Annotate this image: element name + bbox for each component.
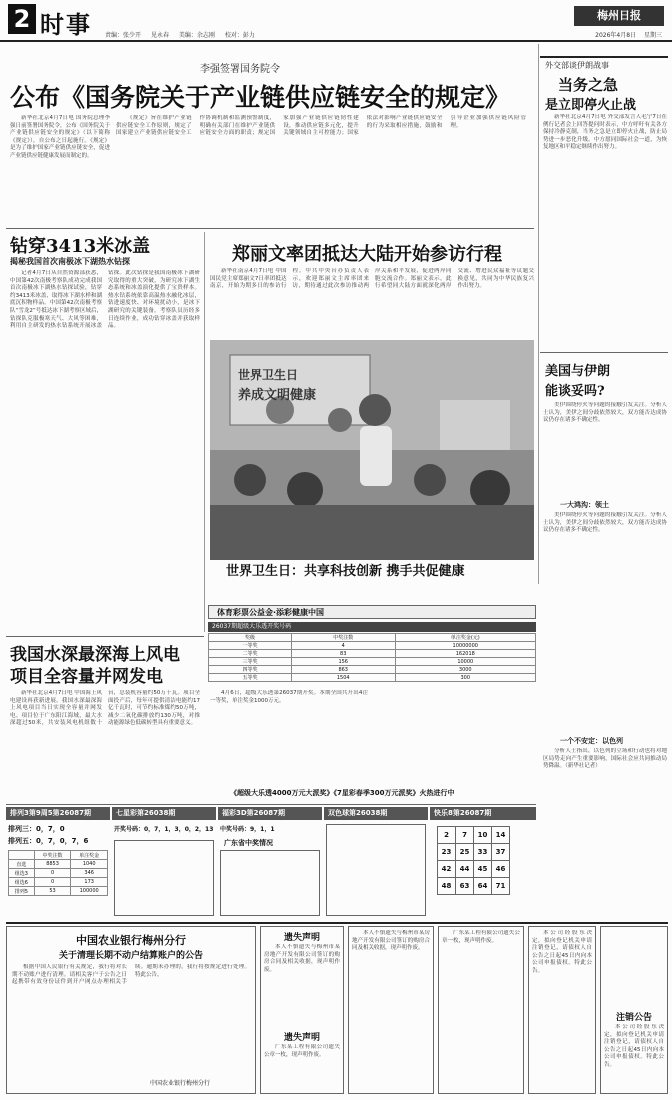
pl5-result: 排列五：0，7，0，7，6	[8, 837, 89, 845]
notice-column-2-paragraph: 广东某工程有限公司遗失公章一枚，现声明作废。	[442, 930, 520, 944]
kl8-number: 63	[456, 878, 474, 895]
drill-body-paragraph: 记者4月7日从自然资源部获悉，中国第42次南极考察队成功完成我国首次南极冰下湖热水钻探试验，钻穿约3413米冰盖，取得冰下湖水样和湖底沉积物样品。中国第42次南极考察队“雪龙2”号抵达冰下湖考察区域后，钻探队克服极寒天气、大风等困难，利用自主研发的热水钻系统开展冰盖钻探。此次钻探是我国南极冰下湖研究取得的重大突破，为研究冰下湖生态系统和冰盖演化提供了宝贵样本。热水钻系统依靠高温热水融化冰层，钻进速度快、对环境扰动小，是冰下湖研究的关键装备。考察队员历经多日连续作业，成功钻穿冰盖并获取样品。	[10, 270, 200, 330]
page-number: 2	[8, 4, 36, 34]
pl3-title-bar: 排列3第9周5第26087期	[6, 807, 110, 820]
fc3d-subtitle: 广东省中奖情况	[224, 839, 273, 847]
column-header: 奖级	[209, 634, 292, 642]
table-row	[209, 658, 536, 666]
notice-column-3-text	[532, 930, 592, 1090]
lost-notice-1-title: 遗失声明	[283, 933, 320, 943]
right-body-3-paragraph: 分析人士指出，以色列的立场和行动也将对地区局势走向产生重要影响，国际社会应共同推动局势降温。（新华社记者）	[543, 748, 667, 770]
table-cell: 10000	[395, 658, 535, 666]
lost-notice-1-paragraph: 本人不慎遗失与梅州市某房地产开发有限公司签订的购房合同及相关收据，现声明作废。	[264, 944, 340, 973]
right-subhead-2: 一个不安定：以色列	[560, 737, 623, 745]
table-row	[9, 869, 108, 878]
lead-body-text	[116, 115, 526, 225]
right-title-1: 当务之急	[558, 76, 619, 94]
lead-body-paragraph: 《规定》旨在维护产业链供应链安全工作原则，规定了国家建立产业链供应链安全工作协调机制和监测预警制度，明确有关部门在维护产业链供应链安全方面的职责；规定国家加强产业链供应链韧性建设，推动供应链多元化，提升关键领域自主可控能力；国家依法对影响产业链供应链安全的行为采取相应措施，鼓励和引导企业加强供应链风险管理。	[116, 115, 526, 137]
weekday-text: 星期三	[643, 32, 662, 39]
kl8-number: 42	[438, 861, 456, 878]
table-row	[209, 674, 536, 682]
right-kicker: 外交部谈伊朗战事	[545, 61, 609, 70]
table-cell: 组选3	[9, 869, 35, 878]
newspaper-logo: 梅州日报	[574, 6, 664, 26]
table-row	[9, 851, 108, 860]
column-divider	[538, 44, 539, 584]
table-cell: 156	[291, 658, 395, 666]
kl8-number: 10	[474, 827, 492, 844]
right-body-1	[543, 114, 667, 348]
table-cell: 10000000	[395, 642, 535, 650]
lost-notice-2-text	[264, 1044, 340, 1090]
table-cell: 四等奖	[209, 666, 292, 674]
kl8-number: 44	[456, 861, 474, 878]
table-cell: 100000	[71, 887, 108, 896]
kl8-number: 37	[492, 844, 510, 861]
editor-credit: 见永春	[150, 32, 169, 39]
kl8-number: 45	[474, 861, 492, 878]
photo-board-text-2: 养成文明健康	[238, 388, 317, 403]
ssq-table-box	[326, 824, 426, 916]
table-cell: 1504	[291, 674, 395, 682]
fc3d-title-bar: 福彩3D第26087期	[218, 807, 322, 820]
table-cell: 8853	[34, 860, 71, 869]
fc3d-result: 中奖号码：9，1，1	[220, 826, 275, 833]
section-divider	[6, 636, 204, 637]
right-body-1-paragraph: 新华社北京4月7日电 外交部发言人毛宁7日在例行记者会上回答提问时表示，中方呼吁有关各方保持冷静克制，当务之急是立即停火止战，防止局势进一步恶化升级。中方愿同国际社会一道，为恢复地区和平稳定继续作出努力。	[543, 114, 667, 151]
lead-intro-paragraph: 新华社北京4月7日电 国务院总理李强日前签署国务院令，公布《国务院关于产业链供应链安全的规定》（以下简称《规定》），自公布之日起施行。《规定》是为了维护国家产业链供应链安全，促进产业链供应链健康发展而制定的。	[10, 115, 110, 159]
lottery-band-title: 体育彩票公益金·添彩健康中国	[217, 608, 325, 617]
right-subhead-1: 一大鸿沟：领土	[560, 501, 609, 509]
table-row	[438, 844, 510, 861]
table-row	[209, 650, 536, 658]
lead-intro-text	[10, 115, 110, 225]
table-cell: 0	[34, 878, 71, 887]
drill-body-text	[10, 270, 200, 632]
visit-body-paragraph: 新华社南京4月7日电 中国国民党主席郑丽文7日率团抵达南京，开始为期多日的参访行程。中共中央台办负责人表示，欢迎郑丽文主席率团来访，期待通过此次参访推动两岸关系和平发展，促进两岸同胞交流合作。郑丽文表示，此行希望同大陆方面就深化两岸交流、增进民众福祉等议题交换意见，共同为中华民族复兴作出努力。	[210, 268, 534, 290]
right-body-2-cont	[543, 512, 667, 732]
visit-body-text	[210, 268, 534, 338]
table-header-row	[209, 634, 536, 642]
table-row	[209, 642, 536, 650]
table-row	[209, 666, 536, 674]
photo-caption-title: 世界卫生日：共享科技创新 携手共促健康	[226, 564, 465, 579]
kl8-number: 7	[456, 827, 474, 844]
deregistration-notice-paragraph: 本公司经股东决定，拟向登记机关申请注销登记，请债权人自公告之日起45日内向本公司申报债权。特此公告。	[604, 1024, 664, 1068]
right-title-4: 能谈妥吗?	[545, 384, 605, 399]
qxc-table-box	[114, 840, 214, 916]
table-cell: 中奖注数	[34, 851, 71, 860]
deregistration-notice-text	[604, 1024, 664, 1090]
right-title-2: 是立即停火止战	[545, 98, 637, 113]
lost-notice-1-text	[264, 944, 340, 1014]
table-cell: 300	[395, 674, 535, 682]
table-cell: 五等奖	[209, 674, 292, 682]
pl3-result: 排列三：0，7，0	[8, 825, 65, 833]
right-divider	[540, 352, 668, 353]
news-photo	[210, 340, 534, 560]
table-cell: 排列5	[9, 887, 35, 896]
qxc-title-bar: 七星彩第26038期	[112, 807, 216, 820]
deregistration-notice-title: 注销公告	[615, 1013, 652, 1023]
kl8-number: 14	[492, 827, 510, 844]
table-cell: 162018	[395, 650, 535, 658]
table-cell: 一等奖	[209, 642, 292, 650]
visit-headline: 郑丽文率团抵达大陆开始参访行程	[232, 244, 502, 265]
pl3-table	[8, 850, 108, 896]
editor-credits	[105, 30, 263, 39]
notice-column-1-paragraph: 本人不慎遗失与梅州市某房地产开发有限公司签订的购房合同及相关收据，现声明作废。	[352, 930, 430, 952]
section-divider	[6, 228, 534, 229]
table-cell: 二等奖	[209, 650, 292, 658]
section-divider	[6, 804, 536, 805]
wind-headline-1: 我国水深最深海上风电	[10, 645, 180, 665]
table-cell: 863	[291, 666, 395, 674]
right-column-rule	[540, 56, 668, 58]
column-header: 中奖注数	[291, 634, 395, 642]
photo-board-text-1: 世界卫生日	[238, 368, 299, 382]
bank-notice-title-2a: 关于清理长期不动户	[58, 951, 140, 961]
bank-notice-paragraph: 根据中国人民银行有关规定，我行将对长期不动账户进行清理。请相关客户于公告之日起携带有效身份证件到开户网点办理相关手续。逾期未办理的，我行将按规定进行处理。特此公告。	[12, 964, 250, 986]
bank-notice-sign: 中国农业银行梅州分行	[150, 1080, 211, 1087]
column-header: 单注奖金(元)	[395, 634, 535, 642]
lost-notice-2-paragraph: 广东某工程有限公司遗失公章一枚，现声明作废。	[264, 1044, 340, 1058]
table-row	[438, 827, 510, 844]
lottery-note	[210, 690, 534, 785]
lead-kicker: 李强签署国务院令	[200, 64, 280, 75]
notices-divider	[6, 922, 668, 924]
editor-credit: 责编：张少开	[105, 32, 142, 39]
notice-column-2-text	[442, 930, 520, 1090]
kl8-number: 2	[438, 827, 456, 844]
lottery-note-paragraph: 4月6日，超级大乐透第26037期开奖。本期全国共开出4注一等奖，单注奖金1000万元。	[210, 690, 368, 704]
table-cell: 三等奖	[209, 658, 292, 666]
wind-body-paragraph: 新华社北京4月7日电 中国海上风电建设再获新进展。我国水深最深海上风电项目当日实现全容量并网发电。项目位于广东阳江海域，最大水深超过50米，共安装风电机组数十台，总装机容量约50万千瓦。项目全面投产后，每年可提供清洁电能约17亿千瓦时，可节约标准煤约50万吨，减少二氧化碳排放约130万吨，对推动能源绿色低碳转型具有重要意义。	[10, 690, 200, 727]
right-body-3	[543, 748, 667, 804]
right-body-2	[543, 402, 667, 497]
table-row	[438, 878, 510, 895]
editor-credit: 美编：余志刚	[178, 32, 215, 39]
page-header	[0, 0, 672, 42]
kl8-number-grid	[437, 826, 510, 895]
table-row	[9, 878, 108, 887]
fc3d-table-box	[220, 850, 320, 916]
ssq-title-bar: 双色球第26038期	[324, 807, 428, 820]
wind-body-text	[10, 690, 200, 802]
kl8-number: 46	[492, 861, 510, 878]
table-row	[9, 860, 108, 869]
bank-notice-text	[12, 964, 250, 1074]
table-row	[438, 861, 510, 878]
right-title-3: 美国与伊朗	[545, 364, 611, 379]
editor-credit: 校对：彭力	[224, 32, 255, 39]
bank-notice-title-1: 中国农业银行梅州分行	[76, 934, 186, 947]
table-cell: 4	[291, 642, 395, 650]
table-row	[9, 887, 108, 896]
issue-date	[589, 30, 662, 39]
drill-subtitle: 揭秘我国首次南极冰下湖热水钻探	[10, 257, 130, 266]
column-divider	[204, 232, 205, 632]
kl8-title-bar: 快乐8第26087期	[430, 807, 536, 820]
table-cell: 346	[71, 869, 108, 878]
table-cell: 83	[291, 650, 395, 658]
kl8-number: 64	[474, 878, 492, 895]
qxc-result: 开奖号码：0，7，1，3，0，2，13	[114, 826, 214, 833]
section-title: 时事	[40, 11, 92, 39]
table-cell: 53	[34, 887, 71, 896]
right-body-2-cont-paragraph: 美伊围绕停火等问题的接触引发关注。分析人士认为，美伊之间分歧依然较大，双方能否达成协议仍存在诸多不确定性。	[543, 512, 667, 534]
table-cell: 1040	[71, 860, 108, 869]
kl8-number: 71	[492, 878, 510, 895]
table-cell	[9, 851, 35, 860]
bank-notice-title-2b: 结算账户的公告	[140, 951, 204, 961]
lottery-banner: 《超级大乐透4000万元大派奖》《7星彩春季300万元派奖》火热进行中	[230, 789, 455, 797]
notice-column-3-paragraph: 本公司经股东决定，拟向登记机关申请注销登记，请债权人自公告之日起45日内向本公司申报债权。特此公告。	[532, 930, 592, 974]
lottery-table	[208, 633, 536, 682]
table-cell: 组选6	[9, 878, 35, 887]
lottery-band	[208, 605, 536, 619]
notice-column-1-text	[352, 930, 430, 1090]
table-cell: 直选	[9, 860, 35, 869]
kl8-number: 23	[438, 844, 456, 861]
right-body-2-paragraph: 美伊围绕停火等问题的接触引发关注。分析人士认为，美伊之间分歧依然较大，双方能否达成协议仍存在诸多不确定性。	[543, 402, 667, 424]
lead-headline: 公布《国务院关于产业链供应链安全的规定》	[10, 83, 511, 112]
bank-notice-title-2	[6, 948, 256, 961]
kl8-number: 25	[456, 844, 474, 861]
table-cell: 0	[34, 869, 71, 878]
kl8-number: 33	[474, 844, 492, 861]
wind-headline-2: 项目全容量并网发电	[10, 667, 163, 687]
table-cell: 173	[71, 878, 108, 887]
kl8-number: 48	[438, 878, 456, 895]
table-cell: 3000	[395, 666, 535, 674]
date-text: 2026年4月8日	[595, 32, 637, 39]
table-cell: 单注奖金	[71, 851, 108, 860]
lottery-table-title: 26037期超级大乐透开奖号码	[208, 622, 536, 632]
lost-notice-2-title: 遗失声明	[283, 1033, 320, 1043]
drill-headline: 钻穿3413米冰盖	[10, 236, 151, 257]
